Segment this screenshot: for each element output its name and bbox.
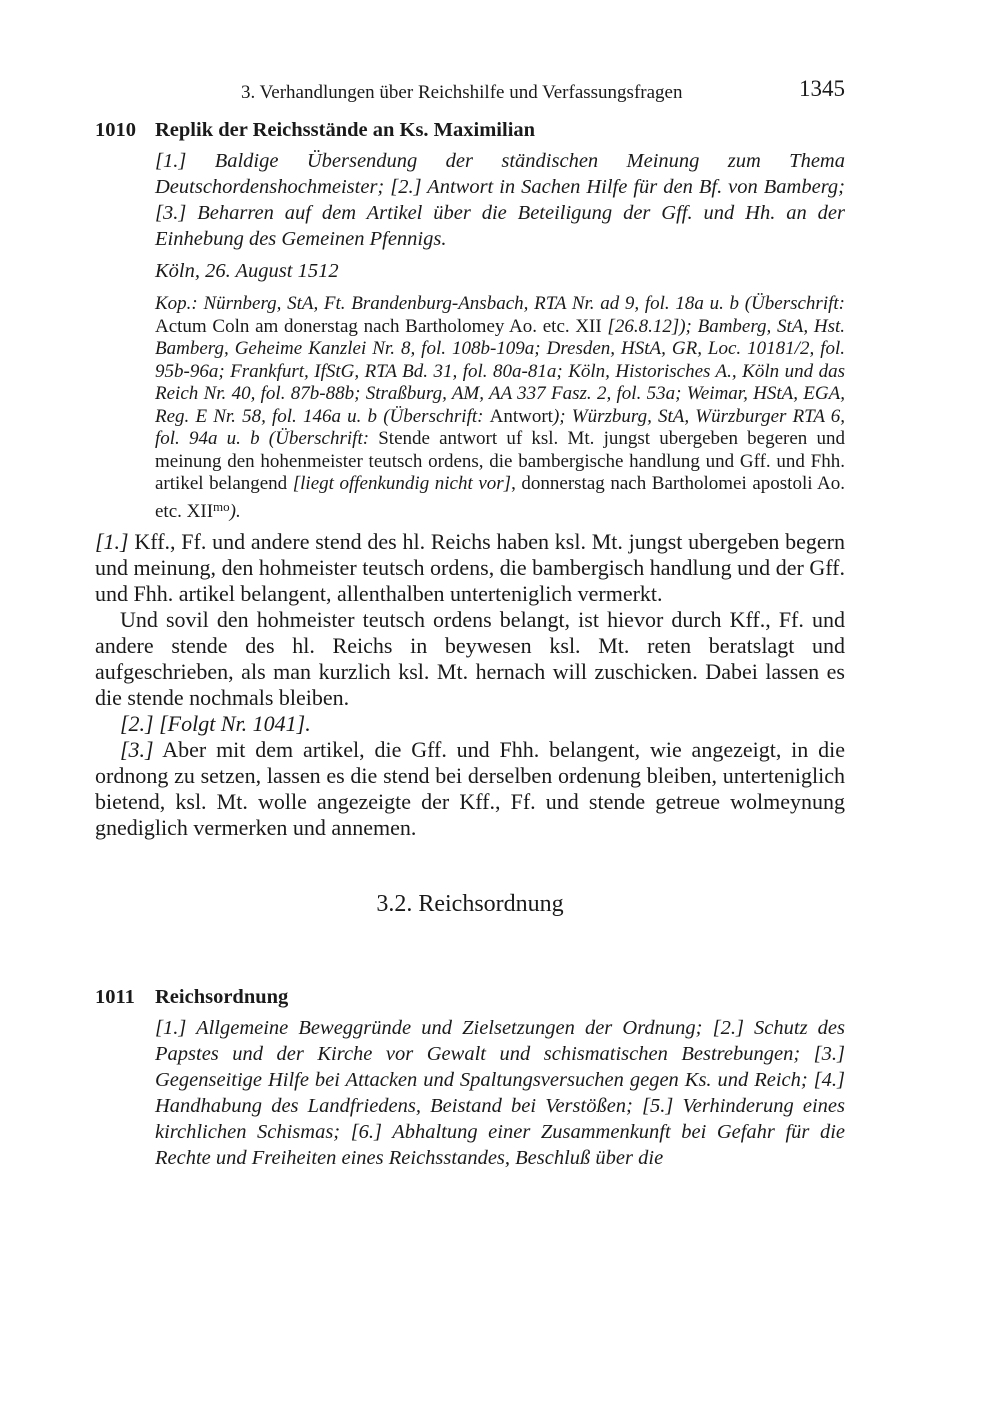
- entry-1010-number: 1010: [95, 119, 136, 141]
- paragraph-text: Kff., Ff. und andere stend des hl. Reichs haben ksl. Mt. jungst ubergeben begern und meinung, den hohmeister teutsch ordens, die bambergisch handlung und der Gff. und Fhh. artikel belangent, allenthalben unterteniglich vermerkt.: [95, 529, 845, 606]
- sources-part: ).: [229, 500, 241, 522]
- sources-quote: Antwort: [489, 405, 553, 427]
- entry-1010-paragraph-1: [95, 529, 845, 607]
- entry-1011-number: 1011: [95, 986, 135, 1008]
- entry-1010-apparatus: [155, 148, 845, 523]
- entry-1011-title: Reichsordnung: [155, 986, 289, 1008]
- sources-part: Kop.: Nürnberg, StA, Ft. Brandenburg-Ansbach, RTA Nr. ad 9, fol. 18a u. b (Überschrift:: [155, 293, 845, 314]
- entry-1011-regest: [1.] Allgemeine Beweggründe und Zielsetzungen der Ordnung; [2.] Schutz des Papstes und der Kirche vor Gewalt und schismatischen Bestrebungen; [3.] Gegenseitige Hilfe bei Attacken und Spaltungsversuchen gegen Ks. und Reich; [4.] Handhabung des Landfriedens, Beistand bei Verstößen; [5.] Verhinderung eines kirchlichen Schismas; [6.] Abhaltung einer Zusammenkunft bei Gefahr für die Rechte und Freiheiten eines Reichsstandes, Beschluß über die: [155, 1017, 845, 1169]
- sources-part: ); Würzburg, StA, Würzburger RTA 6, fol. 94a u. b (Überschrift:: [155, 405, 846, 449]
- entry-1010-heading: [95, 116, 845, 144]
- sources-quote: , donnerstag nach Bartholomei apostoli Ao. etc. XII: [155, 473, 846, 522]
- entry-1010-sources: [155, 293, 845, 523]
- section-title: 3.2. Reichsordnung: [376, 891, 564, 917]
- entry-1010-paragraph-3: [95, 711, 845, 737]
- entry-1010-paragraph-2: Und sovil den hohmeister teutsch ordens belangt, ist hievor durch Kff., Ff. und andere stende des hl. Reichs in beywesen ksl. Mt. reten beratslagt und aufgeschrieben, als man kurzlich ksl. Mt. hernach will zuschicken. Dabei lassen es die stende nochmals bleiben.: [95, 607, 845, 710]
- document-page: [95, 76, 845, 1171]
- running-head: [95, 76, 845, 116]
- paragraph-text: [2.] [Folgt Nr. 1041].: [120, 711, 311, 736]
- page-number: 1345: [799, 76, 845, 101]
- sources-part: [liegt offenkundig nicht vor]: [287, 473, 512, 494]
- entry-1010-regest: [1.] Baldige Übersendung der ständischen Meinung zum Thema Deutschordenshochmeister; [2.] Antwort in Sachen Hilfe für den Bf. von Bamberg; [3.] Beharren auf dem Artikel über die Beteiligung der Gff. und Hh. an der Einhebung des Gemeinen Pfennigs.: [155, 150, 845, 250]
- entry-1010-date: Köln, 26. August 1512: [155, 260, 339, 282]
- paragraph-marker: [3.]: [120, 737, 154, 762]
- entry-1010-paragraph-4: [95, 737, 845, 841]
- running-head-title: 3. Verhandlungen über Reichshilfe und Verfassungsfragen: [241, 82, 683, 103]
- entry-1011-apparatus: [155, 1015, 845, 1171]
- entry-1010-title: Replik der Reichsstände an Ks. Maximilian: [155, 119, 536, 141]
- sources-quote: Actum Coln am donerstag nach Bartholomey Ao. etc. XII: [155, 315, 602, 337]
- entry-1011-heading: [95, 983, 845, 1011]
- sources-superscript: mo: [213, 498, 230, 514]
- paragraph-marker: [1.]: [95, 529, 129, 554]
- sources-part: [26.8.12]); Bamberg, StA, Hst. Bamberg, Geheime Kanzlei Nr. 8, fol. 108b-109a; Dresden, HStA, GR, Loc. 10181/2, fol. 95b-96a; Frankfurt, IfStG, RTA Bd. 31, fol. 80a-81a; Köln, Historisches A., Köln und das Reich Nr. 40, fol. 87b-88b; Straßburg, AM, AA 337 Fasz. 2, fol. 53a; Weimar, HStA, EGA, Reg. E Nr. 58, fol. 146a u. b (Überschrift:: [155, 315, 845, 427]
- paragraph-text: Aber mit dem artikel, die Gff. und Fhh. belangent, wie angezeigt, in die ordnong zu setzen, lassen es die stend bei derselben ordenung bleiben, unterteniglich bietend, ksl. Mt. wolle angezeigte der Kff., Ff. und stende getreue wolmeynung gnediglich vermerken und annemen.: [95, 737, 845, 840]
- sources-quote: Stende antwort uf ksl. Mt. jungst ubergeben begeren und meinung den hohenmeister teutsch ordens, die bambergische handlung und Gff. und Fhh. artikel belangend: [155, 428, 845, 494]
